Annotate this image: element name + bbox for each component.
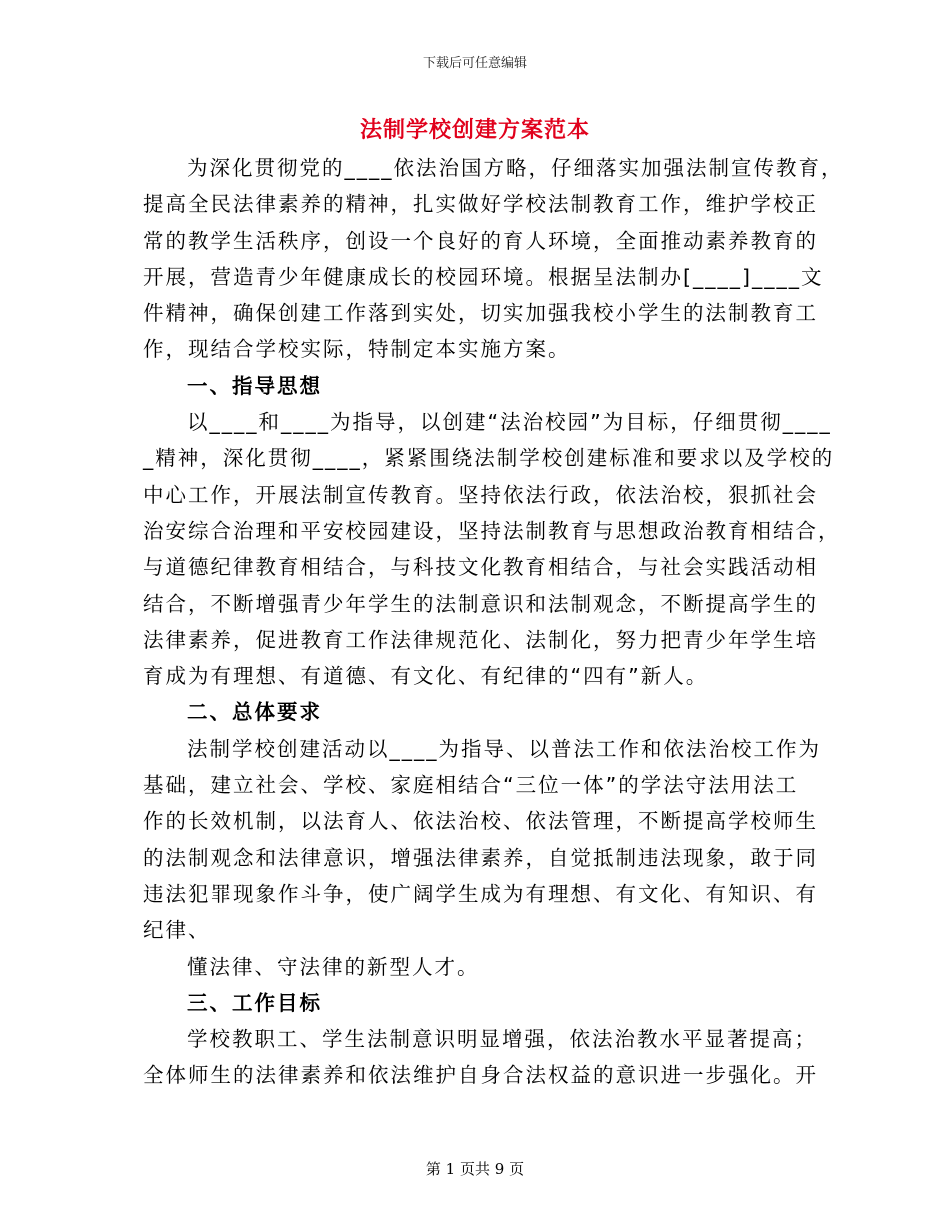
paragraph-line: 纪律、 [143,918,211,943]
paragraph-line: 与道德纪律教育相结合，与科技文化教育相结合，与社会实践活动相 [143,555,818,580]
paragraph-line: 法律素养，促进教育工作法律规范化、法制化，努力把青少年学生培 [143,627,818,652]
paragraph-line: 全体师生的法律素养和依法维护自身合法权益的意识进一步强化。开 [143,1063,818,1088]
paragraph-line: 结合，不断增强青少年学生的法制意识和法制观念，不断提高学生的 [143,591,818,616]
paragraph-line: 常的教学生活秩序，创设一个良好的育人环境，全面推动素养教育的 [143,228,818,253]
paragraph-line: 违法犯罪现象作斗争，使广阔学生成为有理想、有文化、有知识、有 [143,881,818,906]
paragraph-line: 开展，营造青少年健康成长的校园环境。根据呈法制办[____]____文 [143,264,824,289]
paragraph-line: 件精神，确保创建工作落到实处，切实加强我校小学生的法制教育工 [143,301,818,326]
paragraph-line: 治安综合治理和平安校园建设，坚持法制教育与思想政治教育相结合， [143,518,841,543]
paragraph-line: 基础，建立社会、学校、家庭相结合“三位一体”的学法守法用法工 [143,773,799,798]
paragraph-line: 作的长效机制，以法育人、依法治校、依法管理，不断提高学校师生 [143,809,818,834]
paragraph-line: 中心工作，开展法制宣传教育。坚持依法行政，依法治校，狠抓社会 [143,482,818,507]
paragraph-line: 作，现结合学校实际，特制定本实施方案。 [143,337,571,362]
paragraph-line: 以____和____为指导，以创建“法治校园”为目标，仔细贯彻____ [187,410,832,435]
page-indicator: 第 1 页共 9 页 [425,1160,525,1178]
document-body [143,150,844,1094]
paragraph-line: 为深化贯彻党的____依法治国方略，仔细落实加强法制宣传教育， [187,156,844,180]
section-heading: 二、总体要求 [187,700,322,725]
paragraph-line: 提高全民法律素养的精神，扎实做好学校法制教育工作，维护学校正 [143,192,818,217]
document-title: 法制学校创建方案范本 [359,118,590,143]
section-heading: 三、工作目标 [187,990,322,1015]
header-note: 下载后可任意编辑 [422,56,527,71]
paragraph-line: 学校教职工、学生法制意识明显增强，依法治教水平显著提高； [187,1027,817,1052]
paragraph-line: 育成为有理想、有道德、有文化、有纪律的“四有”新人。 [143,664,709,689]
paragraph-line: 法制学校创建活动以____为指导、以普法工作和依法治校工作为 [187,736,821,761]
section-heading: 一、指导思想 [187,373,322,398]
paragraph-line: 懂法律、守法律的新型人才。 [187,954,480,979]
paragraph-line: _精神，深化贯彻____，紧紧围绕法制学校创建标准和要求以及学校的 [143,446,835,471]
paragraph-line: 的法制观念和法律意识，增强法律素养，自觉抵制违法现象，敢于同 [143,845,818,870]
